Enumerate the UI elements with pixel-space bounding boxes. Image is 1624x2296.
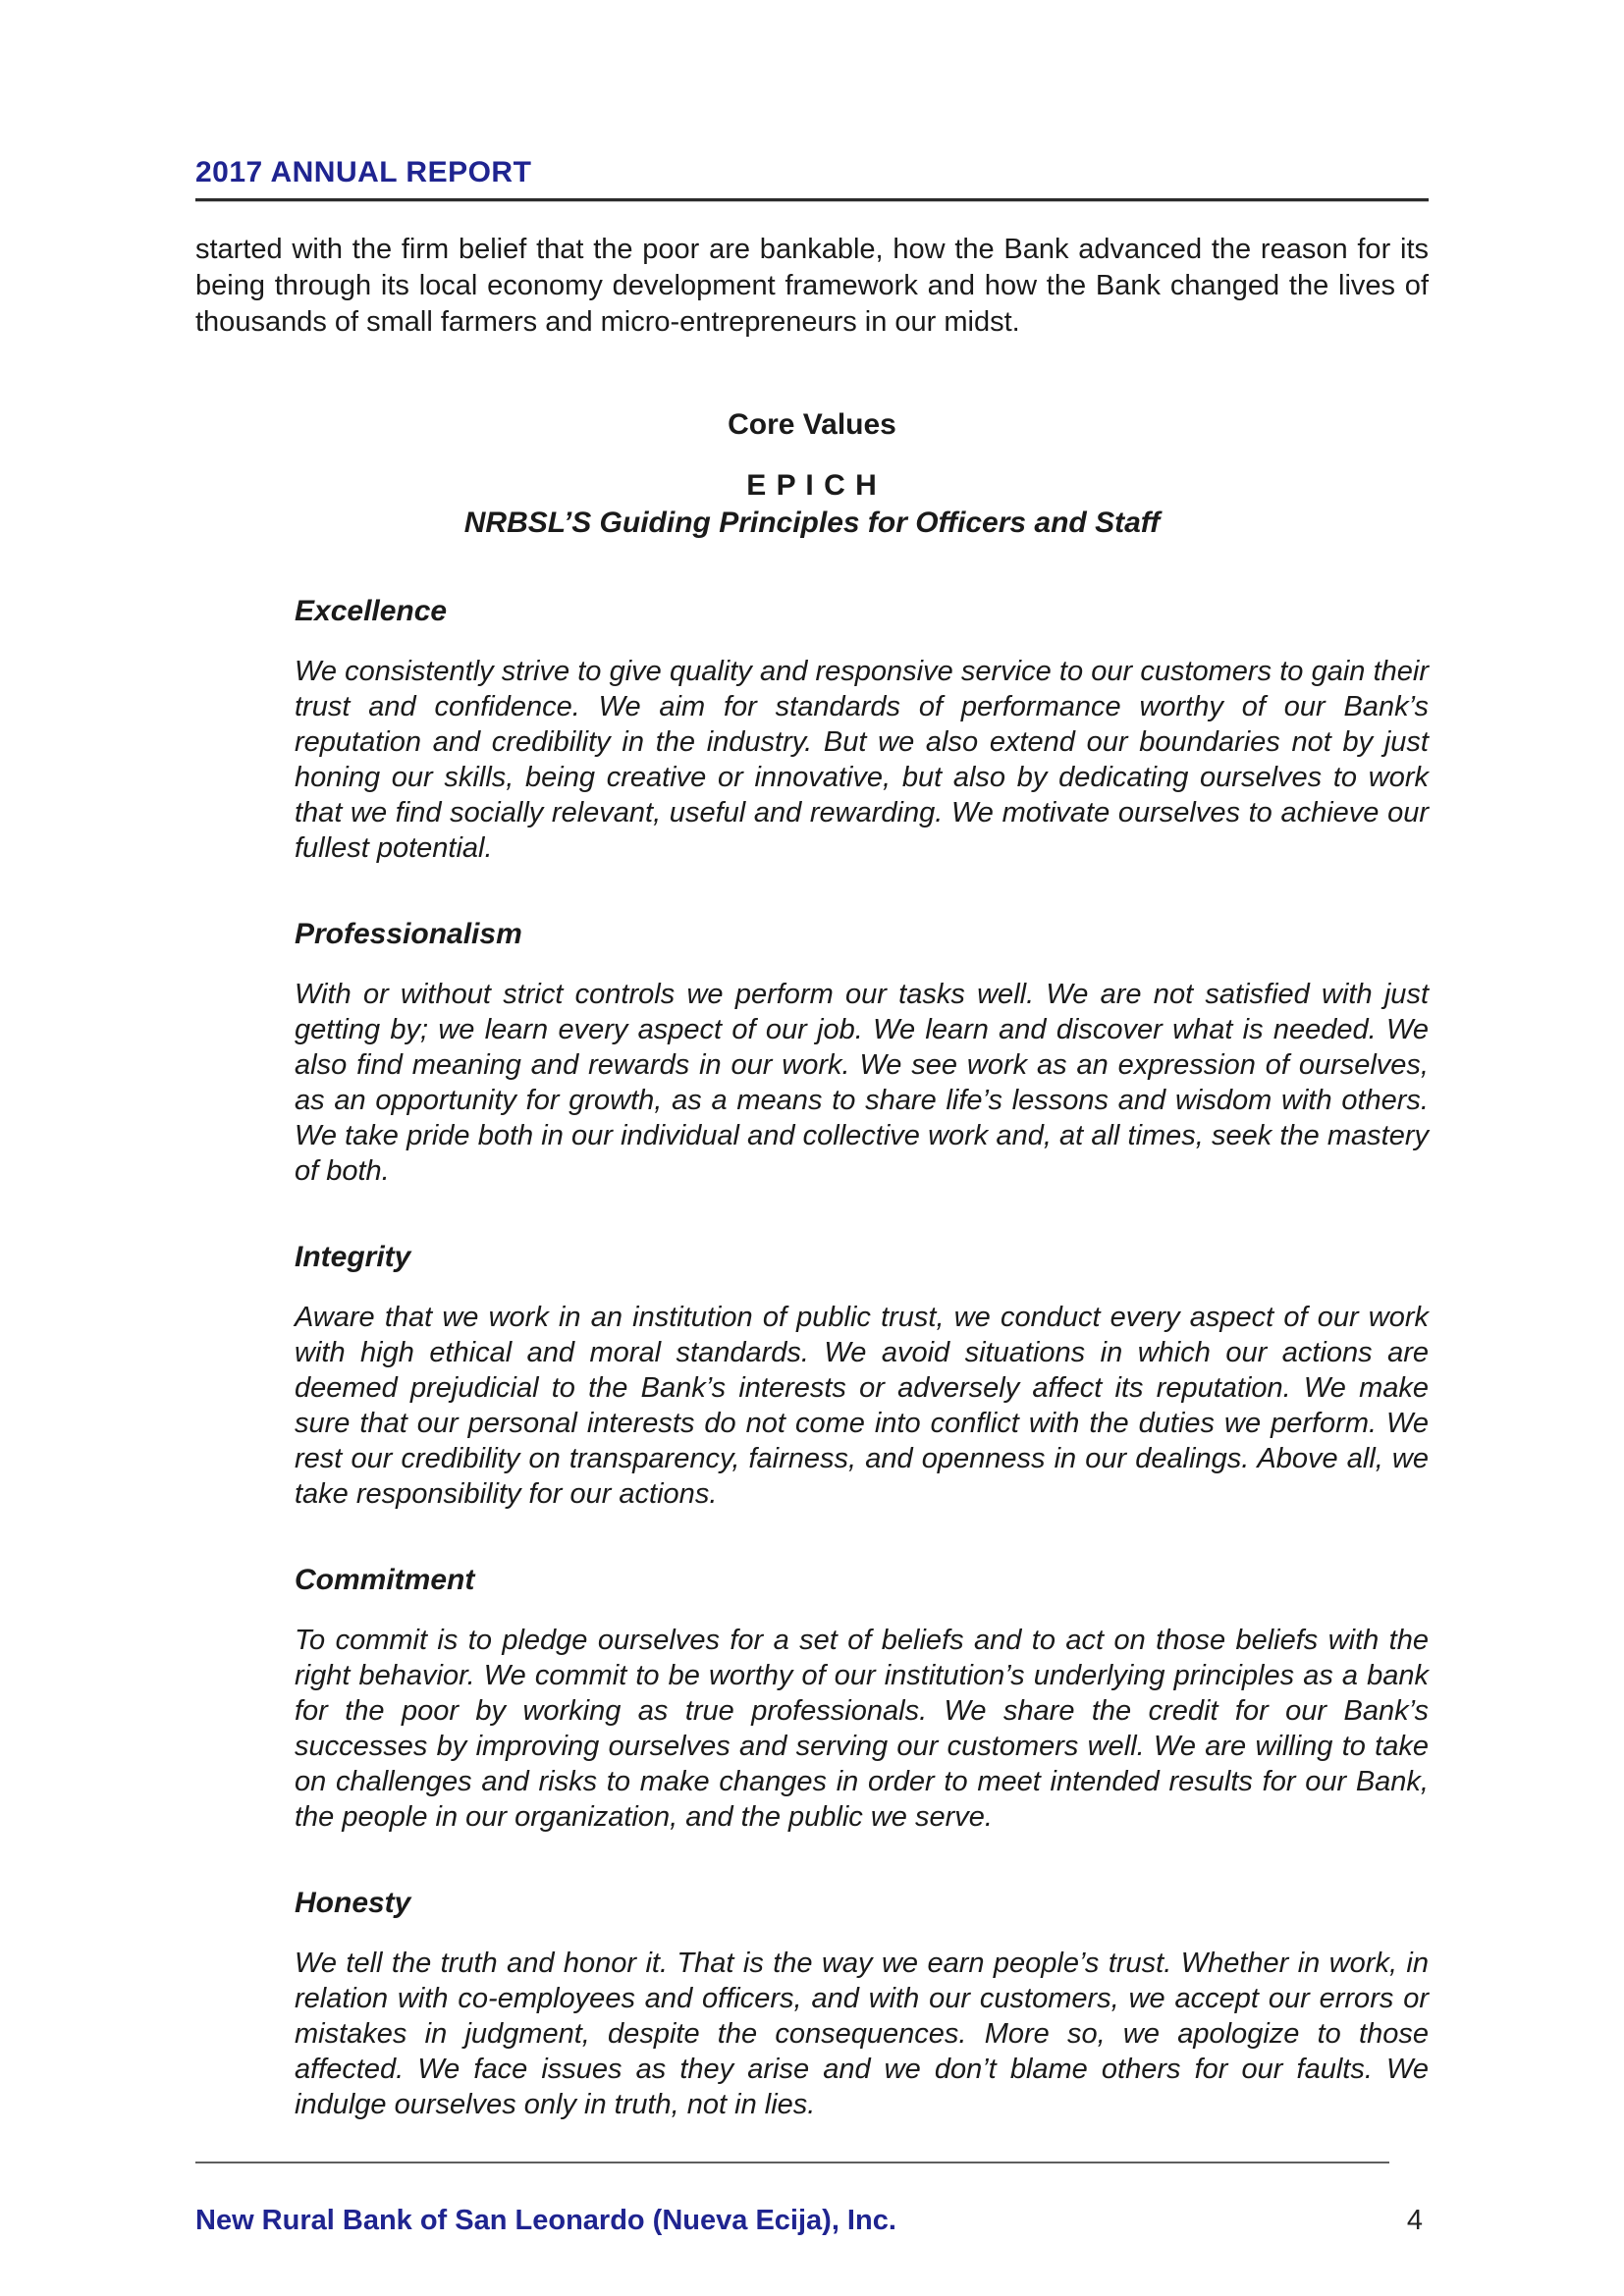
section-body: With or without strict controls we perform our tasks well. We are not satisfied with just getting by; we learn every aspect of our job. We learn and discover what is needed. We also find meaning and rewards in our work. We see work as an expression of ourselves, as an opportunity for growth, as a means to share life’s lessons and wisdom with others. We take pride both in our individual and collective work and, at all times, seek the mastery of both.: [295, 979, 1429, 1187]
report-title: 2017 ANNUAL REPORT: [195, 156, 532, 188]
footer-rule: [195, 2162, 1389, 2163]
page-footer: [195, 2162, 1429, 2237]
section-heading: Honesty: [295, 1887, 411, 1919]
section-body: We consistently strive to give quality and responsive service to our customers to gain their trust and confidence. We aim for standards of performance worthy of our Bank’s reputation and credibility in the industry. But we also extend our boundaries not by just honing our skills, being creative or innovative, but also by dedicating ourselves to work that we find socially relevant, useful and rewarding. We motivate ourselves to achieve our fullest potential.: [295, 656, 1429, 864]
header-rule: [195, 198, 1429, 202]
core-values-acronym: E P I C H: [746, 469, 878, 502]
core-values-subtitle: NRBSL’S Guiding Principles for Officers and Staff: [463, 507, 1161, 539]
intro-paragraph: started with the firm belief that the poor are bankable, how the Bank advanced the reason for its being through its local economy development framework and how the Bank changed the lives of thousands of small farmers and micro-entrepreneurs in our midst.: [195, 234, 1429, 338]
section-heading: Integrity: [295, 1241, 411, 1273]
footer-bank-name: New Rural Bank of San Leonardo (Nueva Ecija), Inc.: [195, 2205, 896, 2236]
section-professionalism: [195, 919, 1429, 1189]
section-commitment: [195, 1565, 1429, 1835]
core-values-title: Core Values: [728, 408, 896, 441]
page-header: [195, 157, 1429, 202]
section-body: Aware that we work in an institution of public trust, we conduct every aspect of our work with high ethical and moral standards. We avoid situations in which our actions are deemed prejudicial to the Bank’s interests or adversely affect its reputation. We make sure that our personal interests do not come into conflict with the duties we perform. We rest our credibility on transparency, fairness, and openness in our dealings. Above all, we take responsibility for our actions.: [295, 1302, 1429, 1510]
section-integrity: [195, 1242, 1429, 1512]
section-heading: Professionalism: [295, 918, 522, 950]
footer-row: [195, 2205, 1429, 2237]
section-body: To commit is to pledge ourselves for a set of beliefs and to act on those beliefs with the right behavior. We commit to be worthy of our institution’s underlying principles as a bank for the poor by working as true professionals. We share the credit for our Bank’s successes by improving ourselves and serving our customers well. We are willing to take on challenges and risks to make changes in order to meet intended results for our Bank, the people in our organization, and the public we serve.: [295, 1625, 1429, 1833]
section-heading: Excellence: [295, 595, 448, 627]
section-body: We tell the truth and honor it. That is the way we earn people’s trust. Whether in work, in relation with co-employees and officers, and with our customers, we accept our errors or mistakes in judgment, despite the consequences. More so, we apologize to those affected. We face issues as they arise and we don’t blame others for our faults. We indulge ourselves only in truth, not in lies.: [295, 1948, 1429, 2120]
section-excellence: [195, 596, 1429, 866]
page-number: 4: [1406, 2205, 1423, 2236]
section-honesty: [195, 1888, 1429, 2122]
section-heading: Commitment: [295, 1564, 475, 1596]
